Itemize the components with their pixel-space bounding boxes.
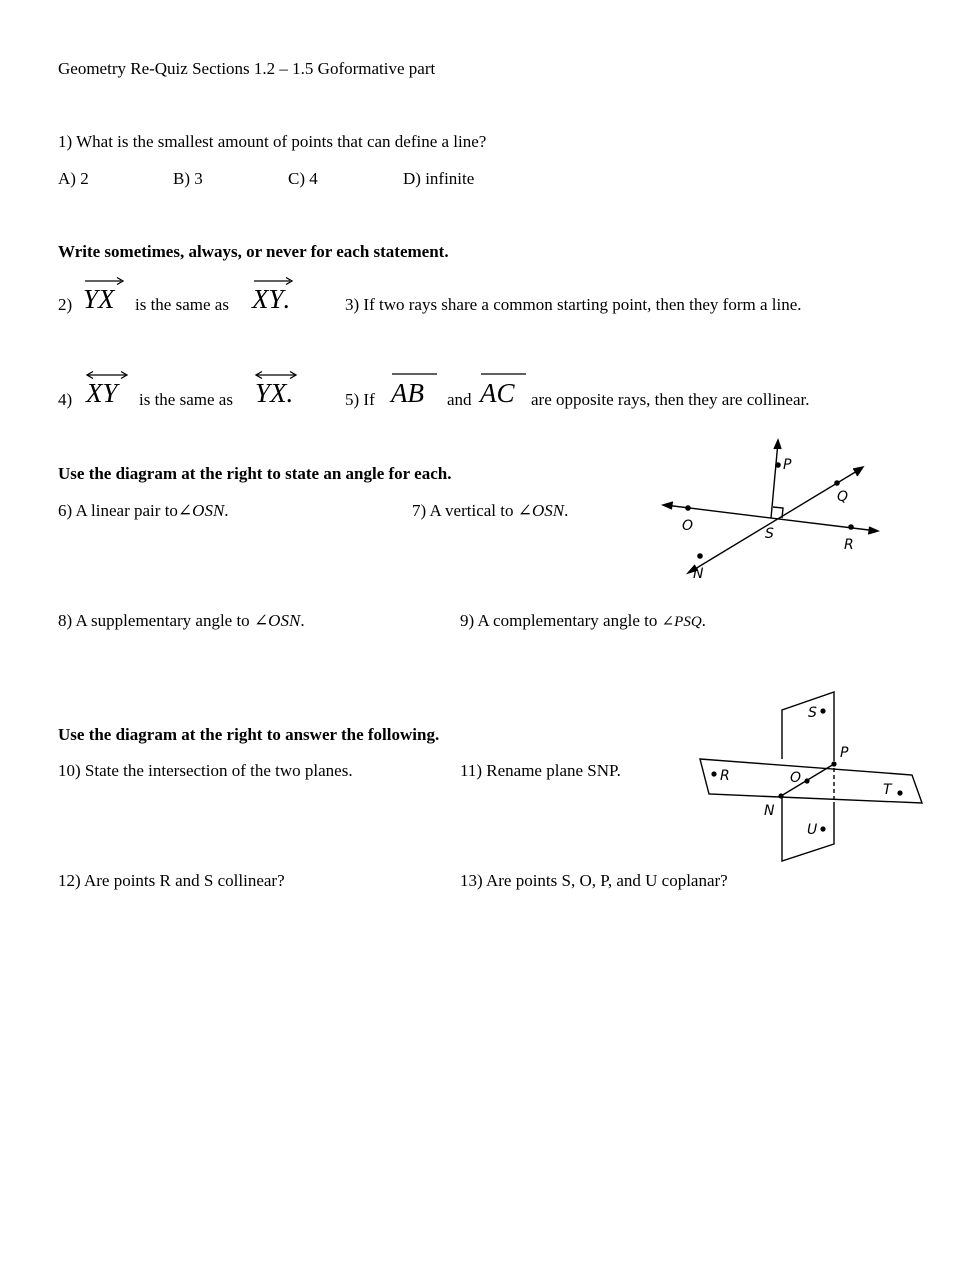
label-s: S xyxy=(765,526,774,542)
point-t xyxy=(897,790,902,795)
label-r: R xyxy=(720,768,730,784)
q4-mid-text: is the same as xyxy=(139,390,233,409)
q5-and: and xyxy=(447,390,472,409)
q3-text: 3) If two rays share a common starting point, then they form a line. xyxy=(345,295,802,314)
point-r xyxy=(848,524,854,530)
angle-diagram xyxy=(655,435,885,585)
label-u: U xyxy=(807,822,818,838)
q1-option-b: B) 3 xyxy=(173,169,203,188)
q10-text: 10) State the intersection of the two planes. xyxy=(58,761,353,780)
q5-ray-ab: AB xyxy=(391,380,424,407)
point-n xyxy=(697,553,703,559)
point-n xyxy=(778,793,783,798)
label-r: R xyxy=(844,537,854,553)
point-r xyxy=(711,771,716,776)
q1-question: 1) What is the smallest amount of points that can define a line? xyxy=(58,132,487,151)
label-p: P xyxy=(840,745,849,761)
q7-text: 7) A vertical to ∠OSN. xyxy=(412,501,569,520)
q4-line-xy: XY xyxy=(86,380,118,407)
point-p xyxy=(775,462,781,468)
point-u xyxy=(820,826,825,831)
q2-number: 2) xyxy=(58,295,73,314)
q13-text: 13) Are points S, O, P, and U coplanar? xyxy=(460,871,728,890)
line-arrows-icon xyxy=(86,370,130,382)
q1-option-a: A) 2 xyxy=(58,169,89,188)
line-arrows-icon xyxy=(255,370,299,382)
q4-line-yx: YX. xyxy=(255,380,293,407)
q5-ray-ac: AC xyxy=(480,380,515,407)
q12-text: 12) Are points R and S collinear? xyxy=(58,871,285,890)
angle-lines xyxy=(663,440,878,573)
plane-diagram xyxy=(695,688,927,868)
q9-text: 9) A complementary angle to ∠PSQ. xyxy=(460,611,706,630)
ray-arrow-icon xyxy=(252,276,294,288)
section-heading-sao: Write sometimes, always, or never for each statement. xyxy=(58,242,449,261)
q2-mid-text: is the same as xyxy=(135,295,229,314)
q11-text: 11) Rename plane SNP. xyxy=(460,761,621,780)
q8-text: 8) A supplementary angle to ∠OSN. xyxy=(58,611,305,630)
point-q xyxy=(834,480,840,486)
label-p: P xyxy=(783,457,792,473)
label-q: Q xyxy=(837,489,849,505)
segment-bar-icon xyxy=(391,370,437,382)
label-o: O xyxy=(790,770,802,786)
point-s xyxy=(820,708,825,713)
point-o xyxy=(804,778,809,783)
q5-suffix: are opposite rays, then they are collinear. xyxy=(531,390,810,409)
label-n: N xyxy=(764,803,775,819)
q6-text: 6) A linear pair to∠OSN. xyxy=(58,501,229,520)
q4-number: 4) xyxy=(58,390,73,409)
section-heading-angles: Use the diagram at the right to state an angle for each. xyxy=(58,464,452,483)
ray-arrow-icon xyxy=(83,276,125,288)
label-s: S xyxy=(808,705,817,721)
label-n: N xyxy=(693,566,704,582)
segment-bar-icon xyxy=(480,370,526,382)
label-t: T xyxy=(883,782,892,798)
point-o xyxy=(685,505,691,511)
q2-ray-yx: YX xyxy=(83,286,115,313)
section-heading-planes: Use the diagram at the right to answer the following. xyxy=(58,725,440,744)
q1-option-d: D) infinite xyxy=(403,169,475,188)
point-p xyxy=(831,761,836,766)
q1-option-c: C) 4 xyxy=(288,169,318,188)
label-o: O xyxy=(682,518,694,534)
q5-prefix: 5) If xyxy=(345,390,375,409)
plane-points xyxy=(711,708,902,831)
page-title: Geometry Re-Quiz Sections 1.2 – 1.5 Goformative part xyxy=(58,59,436,78)
q2-ray-xy: XY. xyxy=(252,286,290,313)
